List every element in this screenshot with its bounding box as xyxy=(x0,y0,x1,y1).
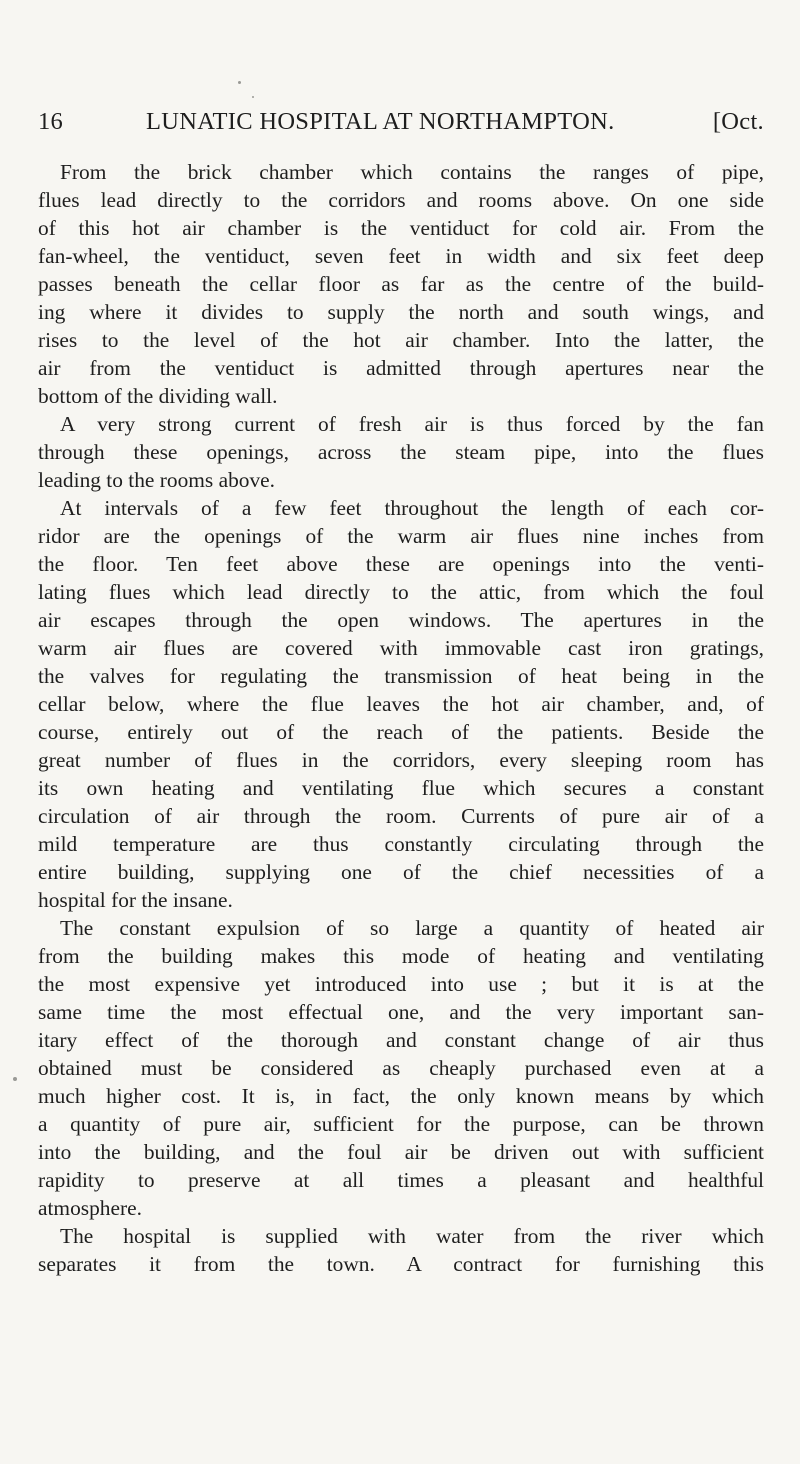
text-line: At intervals of a few feet throughout the length of each cor- xyxy=(60,496,764,520)
text-line: same time the most effectual one, and the very important san- xyxy=(38,1000,764,1024)
text-line: From the brick chamber which contains the ranges of pipe, xyxy=(60,160,764,184)
text-line: leading to the rooms above. xyxy=(38,468,276,492)
text-line: much higher cost. It is, in fact, the only known means by which xyxy=(38,1084,764,1108)
text-line: cellar below, where the flue leaves the hot air chamber, and, of xyxy=(38,692,764,716)
text-line: entire building, supplying one of the chief necessities of a xyxy=(38,860,764,884)
text-line: air escapes through the open windows. The apertures in the xyxy=(38,608,764,632)
text-line: ridor are the openings of the warm air flues nine inches from xyxy=(38,524,764,548)
text-line: rises to the level of the hot air chamber. Into the latter, the xyxy=(38,328,764,352)
text-line: The constant expulsion of so large a quantity of heated air xyxy=(60,916,764,940)
text-line: obtained must be considered as cheaply purchased even at a xyxy=(38,1056,764,1080)
body-text xyxy=(38,158,764,1278)
text-line: circulation of air through the room. Currents of pure air of a xyxy=(38,804,764,828)
text-line: its own heating and ventilating flue which secures a constant xyxy=(38,776,764,800)
page-number: 16 xyxy=(38,108,64,135)
paper-speck xyxy=(13,1077,17,1081)
text-line: bottom of the dividing wall. xyxy=(38,384,278,408)
running-header xyxy=(38,104,764,140)
text-line: The hospital is supplied with water from the river which xyxy=(60,1224,764,1248)
text-line: warm air flues are covered with immovable cast iron gratings, xyxy=(38,636,764,660)
text-line: into the building, and the foul air be driven out with sufficient xyxy=(38,1140,764,1164)
text-line: separates it from the town. A contract for furnishing this xyxy=(38,1252,764,1276)
text-line: passes beneath the cellar floor as far as the centre of the build- xyxy=(38,272,764,296)
text-line: hospital for the insane. xyxy=(38,888,233,912)
text-line: mild temperature are thus constantly circulating through the xyxy=(38,832,764,856)
text-line: itary effect of the thorough and constant change of air thus xyxy=(38,1028,764,1052)
text-line: rapidity to preserve at all times a pleasant and healthful xyxy=(38,1168,764,1192)
text-line: the floor. Ten feet above these are openings into the venti- xyxy=(38,552,764,576)
text-line: great number of flues in the corridors, every sleeping room has xyxy=(38,748,764,772)
running-title: LUNATIC HOSPITAL AT NORTHAMPTON. xyxy=(146,108,615,135)
text-line: course, entirely out of the reach of the patients. Beside the xyxy=(38,720,764,744)
paper-speck xyxy=(252,96,254,98)
paper-speck xyxy=(238,81,241,84)
text-line: the valves for regulating the transmission of heat being in the xyxy=(38,664,764,688)
text-line: flues lead directly to the corridors and rooms above. On one side xyxy=(38,188,764,212)
text-line: a quantity of pure air, sufficient for the purpose, can be thrown xyxy=(38,1112,764,1136)
text-line: from the building makes this mode of heating and ventilating xyxy=(38,944,764,968)
text-line: through these openings, across the steam pipe, into the flues xyxy=(38,440,764,464)
text-line: ing where it divides to supply the north and south wings, and xyxy=(38,300,764,324)
text-line: of this hot air chamber is the ventiduct for cold air. From the xyxy=(38,216,764,240)
text-line: atmosphere. xyxy=(38,1196,142,1220)
text-line: fan-wheel, the ventiduct, seven feet in width and six feet deep xyxy=(38,244,764,268)
text-line: air from the ventiduct is admitted through apertures near the xyxy=(38,356,764,380)
running-date: [Oct. xyxy=(712,108,764,135)
text-line: A very strong current of fresh air is thus forced by the fan xyxy=(60,412,764,436)
text-line: the most expensive yet introduced into use ; but it is at the xyxy=(38,972,764,996)
text-line: lating flues which lead directly to the attic, from which the foul xyxy=(38,580,764,604)
